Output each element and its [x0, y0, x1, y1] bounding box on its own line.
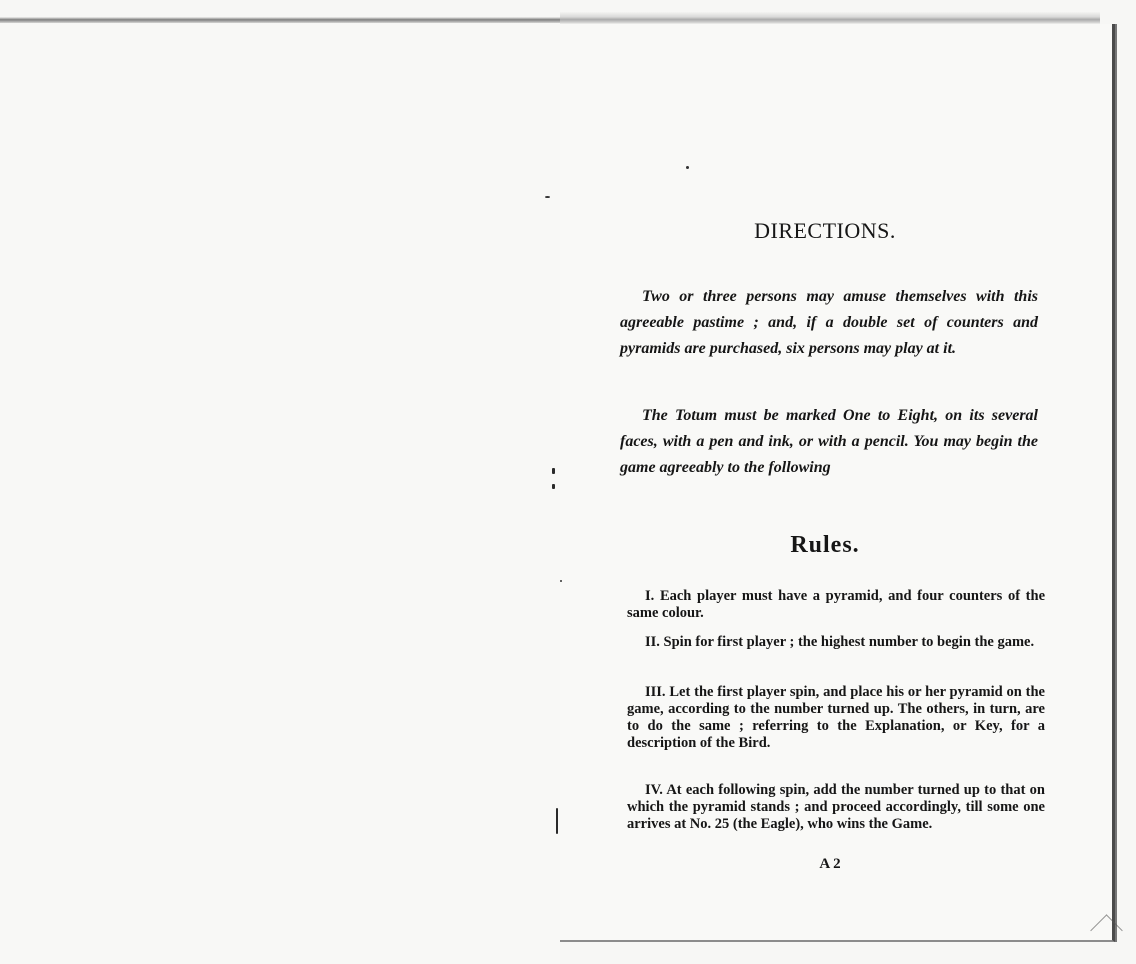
rules-heading: Rules.	[790, 532, 860, 558]
totum-paragraph: The Totum must be marked One to Eight, on its several faces, with a pen and ink, or with a pencil. You may begin the game agreeably to the following	[620, 407, 1038, 476]
rule-number: IV.	[645, 782, 663, 798]
ink-speck	[545, 196, 550, 198]
rule-item	[627, 588, 1045, 622]
gutter-mark	[552, 484, 555, 489]
ink-speck	[560, 580, 562, 582]
rule-text: Spin for first player ; the highest number to begin the game.	[663, 634, 1035, 650]
rule-number: I.	[645, 588, 655, 604]
gutter-mark	[556, 808, 558, 834]
signature-mark: A 2	[819, 856, 841, 872]
rule-text: Each player must have a pyramid, and four counters of the same colour.	[627, 588, 1046, 621]
page-heading: DIRECTIONS.	[754, 218, 896, 243]
left-page-blank	[0, 24, 560, 964]
rule-number: II.	[645, 634, 660, 650]
gutter-mark	[552, 468, 555, 474]
rule-item	[627, 634, 1045, 651]
top-page-edge-shadow	[560, 12, 1100, 24]
intro-paragraph: Two or three persons may amuse themselves with this agreeable pastime ; and, if a double set of counters and pyramids are purchased, six persons may play at it.	[620, 288, 1038, 357]
ink-speck	[686, 166, 689, 169]
rule-number: III.	[645, 684, 666, 700]
rule-item	[627, 684, 1045, 752]
rule-item	[627, 782, 1045, 833]
rule-text: At each following spin, add the number turned up to that on which the pyramid stands ; and proceed accordingly, till some one arrives at No. 25 (the Eagle), who wins the Game.	[627, 782, 1045, 832]
rule-text: Let the first player spin, and place his or her pyramid on the game, according to the number turned up. The others, in turn, are to do the same ; referring to the Explanation, or Key, for a description of the Bird.	[627, 684, 1045, 751]
